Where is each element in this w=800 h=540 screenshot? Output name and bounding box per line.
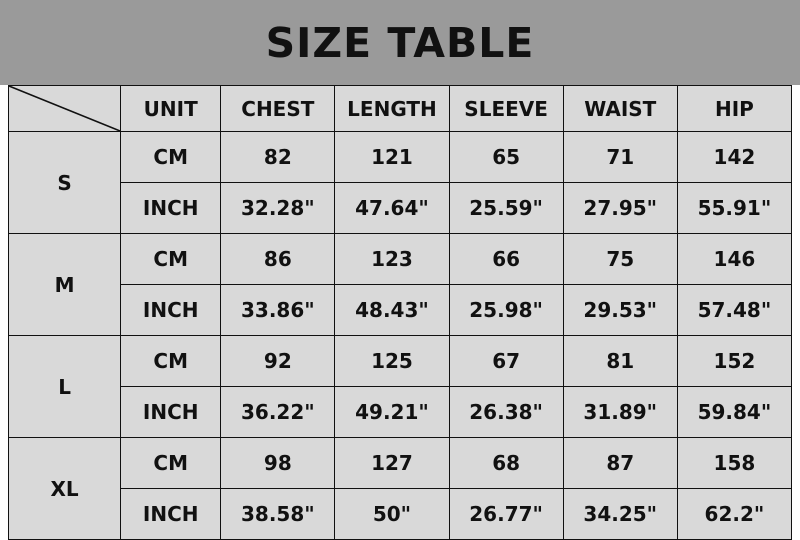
table-row — [9, 234, 792, 285]
cell-xl-inch-chest: 38.58" — [221, 489, 335, 540]
cell-l-cm-sleeve: 67 — [449, 336, 563, 387]
cell-m-inch-sleeve: 25.98" — [449, 285, 563, 336]
cell-m-cm-waist: 75 — [563, 234, 677, 285]
cell-s-cm-length: 121 — [335, 132, 449, 183]
cell-l-cm-waist: 81 — [563, 336, 677, 387]
unit-inch: INCH — [121, 387, 221, 438]
cell-s-cm-waist: 71 — [563, 132, 677, 183]
cell-m-cm-hip: 146 — [677, 234, 791, 285]
cell-s-cm-hip: 142 — [677, 132, 791, 183]
cell-l-cm-hip: 152 — [677, 336, 791, 387]
cell-m-inch-length: 48.43" — [335, 285, 449, 336]
cell-l-inch-chest: 36.22" — [221, 387, 335, 438]
corner-cell — [9, 86, 121, 132]
cell-s-cm-sleeve: 65 — [449, 132, 563, 183]
table-row — [9, 489, 792, 540]
cell-s-inch-sleeve: 25.59" — [449, 183, 563, 234]
cell-l-cm-length: 125 — [335, 336, 449, 387]
cell-s-cm-chest: 82 — [221, 132, 335, 183]
unit-cm: CM — [121, 336, 221, 387]
cell-xl-cm-chest: 98 — [221, 438, 335, 489]
cell-xl-inch-waist: 34.25" — [563, 489, 677, 540]
cell-m-cm-length: 123 — [335, 234, 449, 285]
cell-xl-cm-waist: 87 — [563, 438, 677, 489]
cell-m-cm-sleeve: 66 — [449, 234, 563, 285]
cell-l-inch-waist: 31.89" — [563, 387, 677, 438]
unit-inch: INCH — [121, 183, 221, 234]
cell-m-inch-waist: 29.53" — [563, 285, 677, 336]
unit-cm: CM — [121, 234, 221, 285]
header-unit: UNIT — [121, 86, 221, 132]
cell-xl-cm-hip: 158 — [677, 438, 791, 489]
cell-s-inch-waist: 27.95" — [563, 183, 677, 234]
header-waist: WAIST — [563, 86, 677, 132]
table-header-row — [9, 86, 792, 132]
table-row — [9, 132, 792, 183]
table-row — [9, 438, 792, 489]
table-row — [9, 183, 792, 234]
table-row — [9, 336, 792, 387]
cell-l-inch-sleeve: 26.38" — [449, 387, 563, 438]
header-sleeve: SLEEVE — [449, 86, 563, 132]
header-length: LENGTH — [335, 86, 449, 132]
size-label-s: S — [9, 132, 121, 234]
cell-m-cm-chest: 86 — [221, 234, 335, 285]
size-label-xl: XL — [9, 438, 121, 540]
cell-xl-inch-sleeve: 26.77" — [449, 489, 563, 540]
cell-s-inch-length: 47.64" — [335, 183, 449, 234]
cell-l-inch-hip: 59.84" — [677, 387, 791, 438]
table-row — [9, 387, 792, 438]
cell-xl-cm-sleeve: 68 — [449, 438, 563, 489]
unit-inch: INCH — [121, 489, 221, 540]
size-table — [8, 85, 792, 540]
cell-m-inch-hip: 57.48" — [677, 285, 791, 336]
table-row — [9, 285, 792, 336]
cell-s-inch-chest: 32.28" — [221, 183, 335, 234]
page-title: SIZE TABLE — [265, 18, 535, 67]
size-label-l: L — [9, 336, 121, 438]
header-hip: HIP — [677, 86, 791, 132]
unit-cm: CM — [121, 438, 221, 489]
header-chest: CHEST — [221, 86, 335, 132]
cell-xl-inch-length: 50" — [335, 489, 449, 540]
cell-xl-cm-length: 127 — [335, 438, 449, 489]
title-band — [0, 0, 800, 85]
cell-l-cm-chest: 92 — [221, 336, 335, 387]
unit-inch: INCH — [121, 285, 221, 336]
cell-l-inch-length: 49.21" — [335, 387, 449, 438]
size-label-m: M — [9, 234, 121, 336]
diagonal-divider-icon — [9, 86, 120, 131]
cell-xl-inch-hip: 62.2" — [677, 489, 791, 540]
cell-s-inch-hip: 55.91" — [677, 183, 791, 234]
unit-cm: CM — [121, 132, 221, 183]
cell-m-inch-chest: 33.86" — [221, 285, 335, 336]
